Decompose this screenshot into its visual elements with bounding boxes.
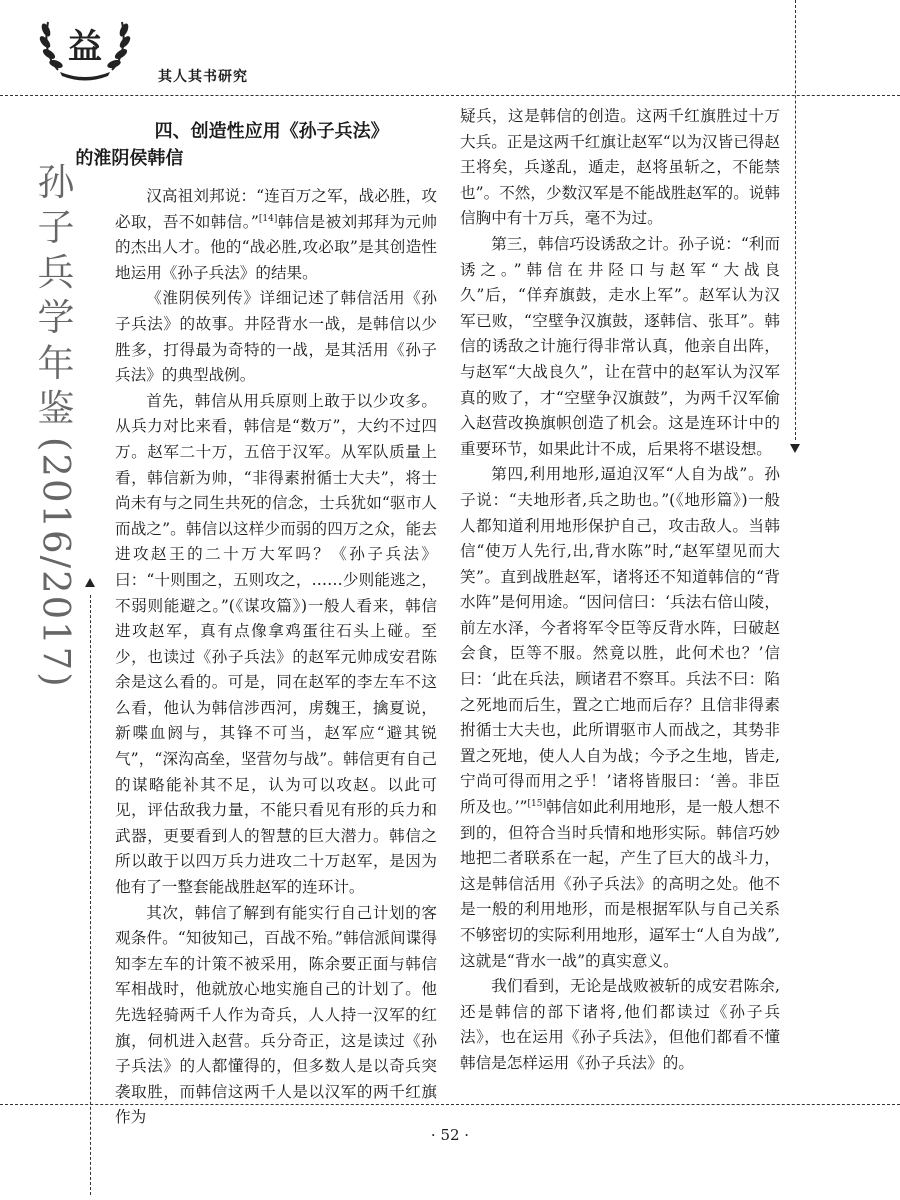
title-char: 年 [37, 341, 75, 385]
page-number: · 52 · [430, 1126, 470, 1144]
triangle-up-icon [85, 578, 95, 587]
title-char: 兵 [37, 251, 75, 295]
paragraph: 第三，韩信巧设诱敌之计。孙子说：“利而诱之。”韩信在井陉口与赵军“大战良久”后，“佯弃旗鼓，走水上军”。赵军认为汉军已败，“空壁争汉旗鼓，逐韩信、张耳”。韩信的诱敌之计施行得非常认真，他亲自出阵，与赵军“大战良久”，让在营中的赵军认为汉军真的败了，才“空壁争汉旗鼓”，为两千汉军偷入赵营改换旗帜创造了机会。这是连环计中的重要环节，如果此计不成，后果将不堪设想。 [460, 234, 780, 458]
heading-line: 四、创造性应用《孙子兵法》 [154, 121, 389, 142]
triangle-down-icon [790, 444, 800, 453]
section-label: 其人其书研究 [158, 69, 248, 85]
heading-line: 的淮阴侯韩信 [75, 148, 184, 169]
text-column-left [75, 100, 437, 1131]
paragraph: 我们看到，无论是战败被斩的成安君陈余,还是韩信的部下诸将,他们都读过《孙子兵法》，也在运用《孙子兵法》，但他们都看不懂韩信是怎样运用《孙子兵法》的。 [460, 977, 780, 1072]
title-char: 鉴 [37, 386, 75, 430]
title-year: (2016/2017) [34, 436, 78, 689]
journal-logo [30, 8, 140, 83]
paragraph-text: 韩信是被刘邦拜为元帅的杰出人才。他的“战必胜,攻必取”是其创造性地运用《孙子兵法》的结果。 [115, 212, 437, 282]
logo-text: 益 [68, 27, 102, 67]
paragraph: 《淮阴侯列传》详细记述了韩信活用《孙子兵法》的故事。井陉背水一战，是韩信以少胜多，打得最为奇特的一战，是其活用《孙子兵法》的典型战例。 [115, 289, 437, 385]
left-margin-rule [90, 595, 91, 1195]
title-char: 孙 [37, 161, 75, 204]
title-char: 子 [37, 206, 75, 250]
text-column-right [460, 104, 780, 1077]
right-margin-rule [795, 0, 796, 440]
laurel-logo-icon [30, 8, 140, 83]
citation: [14] [258, 213, 278, 224]
paragraph [460, 462, 780, 974]
header-rule [0, 95, 900, 96]
article-heading [75, 118, 437, 172]
paragraph-text: 韩信如此利用地形，是一般人想不到的，但符合当时兵情和地形实际。韩信巧妙地把二者联系在一起，产生了巨大的战斗力，这是韩信活用《孙子兵法》的高明之处。他不是一般的利用地形，而是根据军队与自己关系不够密切的实际利用地形，逼军士“人自为战”,这就是“背水一战”的真实意义。 [460, 798, 780, 970]
paragraph-text: 汉高祖刘邦说：“连百万之军，战必胜，攻必取，吾不如韩信。” [115, 187, 437, 231]
paragraph: 疑兵，这是韩信的创造。这两千红旗胜过十万大兵。正是这两千红旗让赵军“以为汉皆已得赵王将矣，兵遂乱，遁走，赵将虽斩之，不能禁也”。不然，少数汉军是不能战胜赵军的。说韩信胸中有十万兵，毫不为过。 [460, 107, 780, 228]
paragraph [115, 184, 437, 286]
paragraph: 其次，韩信了解到有能实行自己计划的客观条件。“知彼知己，百战不殆。”韩信派间谍得知李左车的计策不被采用，陈余要正面与韩信军相战时，他就放心地实施自己的计划了。他先选轻骑两千人作为奇兵，人人持一汉军的红旗，伺机进入赵营。兵分奇正，这是读过《孙子兵法》的人都懂得的，但多数人是以奇兵突袭取胜，而韩信这两千人是以汉军的两千红旗作为 [115, 903, 437, 1127]
yearbook-title [26, 160, 86, 688]
title-char: 学 [37, 296, 75, 340]
paragraph-text: 第四,利用地形,逼迫汉军“人自为战”。孙子说：“夫地形者,兵之助也。”(《地形篇》)一般人都知道利用地形保护自己，攻击敌人。当韩信“使万人先行,出,背水陈”时,“赵军望见而大笑”。直到战胜赵军，诸将还不知道韩信的“背水阵”是何用途。“因问信曰：‘兵法右倍山陵，前左水泽，今者将军令臣等反背水阵，曰破赵会食，臣等不服。然竟以胜，此何术也？’信曰：‘此在兵法，顾诸君不察耳。兵法不曰：陷之死地而后生，置之亡地而后存？且信非得素拊循士大夫也，此所谓驱市人而战之，其势非置之死地，使人人自为战；今予之生地，皆走,宁尚可得而用之乎！’诸将皆服曰：‘善。非臣所及也。’” [460, 465, 780, 817]
citation: [15] [527, 799, 547, 810]
paragraph: 首先，韩信从用兵原则上敢于以少攻多。从兵力对比来看，韩信是“数万”，大约不过四万。赵军二十万，五倍于汉军。从军队质量上看，韩信新为帅，“非得素拊循士大夫”，将士尚未有与之同生共死的信念，士兵犹如“驱市人而战之”。韩信以这样少而弱的四万之众，能去进攻赵王的二十万大军吗？《孙子兵法》曰：“十则围之，五则攻之，……少则能逃之，不弱则能避之。”(《谋攻篇》)一般人看来，韩信进攻赵军，真有点像拿鸡蛋往石头上碰。至少，也读过《孙子兵法》的赵军元帅成安君陈余是这么看的。可是，同在赵军的李左车不这么看，他认为韩信涉西河，虏魏王，擒夏说，新喋血阏与，其锋不可当，赵军应“避其锐气”，“深沟高垒，坚营勿与战”。韩信更有自己的谋略能补其不足，认为可以攻赵。以此可见，评估敌我力量，不能只看见有形的兵力和武器，更要看到人的智慧的巨大潜力。韩信之所以敢于以四万兵力进攻二十万赵军，是因为他有了一整套能战胜赵军的连环计。 [115, 391, 437, 897]
